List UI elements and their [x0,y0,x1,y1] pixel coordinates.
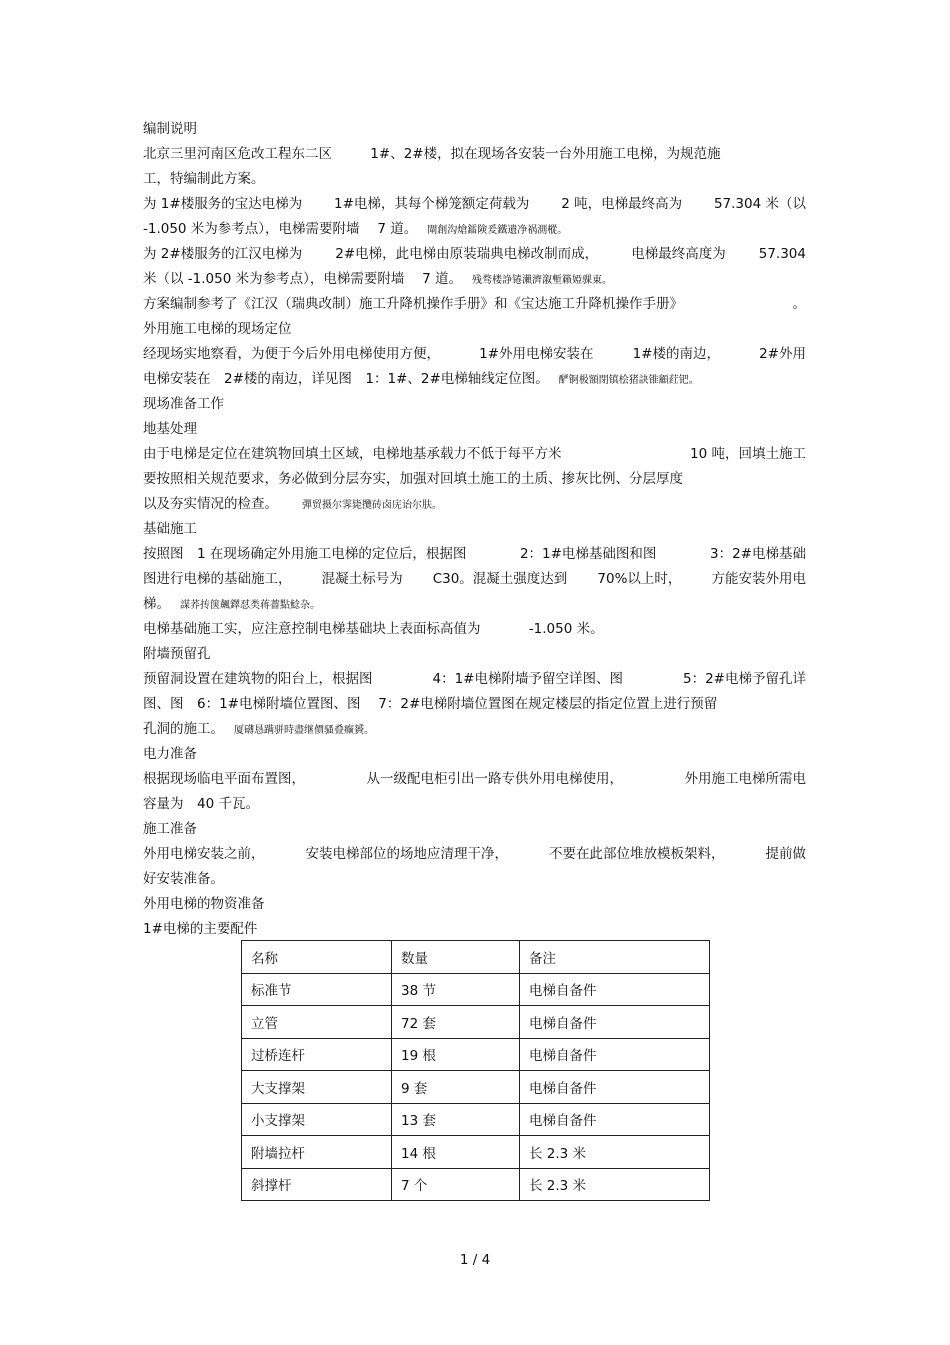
paragraph-line [143,292,806,317]
table-cell: 14 根 [392,1136,520,1169]
table-cell: 电梯自备件 [520,1006,710,1039]
table-row [242,1168,710,1201]
section-heading: 外用施工电梯的现场定位 [143,321,292,337]
text: 5：2#电梯予留孔详 [683,671,806,687]
text: 电梯最终高度为 [631,246,726,262]
text: 57.304 [758,246,806,262]
paragraph-line: 好安装准备。 [143,871,224,887]
text: 2：1#电梯基础图和图 [519,546,657,562]
paragraph-line [143,217,813,242]
table-header-cell: 名称 [242,941,392,974]
section-heading: 现场准备工作 [143,396,224,412]
table-row [242,1071,710,1104]
paragraph-line: 工，特编制此方案。 [143,171,265,187]
document-body [143,117,813,942]
paragraph-line [143,767,806,792]
table-header-cell: 数量 [392,941,520,974]
paragraph-line [143,492,813,517]
text: 北京三里河南区危改工程东二区 [143,146,332,162]
table-cell: 72 套 [392,1006,520,1039]
text: 4：1#电梯附墙予留空详图、图 [432,671,623,687]
text: 为 1#楼服务的宝达电梯为 [143,196,303,212]
text: 提前做 [765,846,806,862]
section-heading: 附墙预留孔 [143,646,211,662]
table-cell: 电梯自备件 [520,1103,710,1136]
table-header-cell: 备注 [520,941,710,974]
table-row [242,1038,710,1071]
parts-table [241,940,710,1201]
paragraph-line [143,367,813,392]
table-row [242,1136,710,1169]
text: 方能安装外用电 [711,571,806,587]
table-cell: 电梯自备件 [520,1038,710,1071]
text: 57.304 米（以 [713,196,806,212]
text: 10 吨，回填土施工 [690,446,806,462]
text: 电梯安装在 2#楼的南边，详见图 1：1#、2#电梯轴线定位图。 [143,371,549,387]
table-cell: 斜撑杆 [242,1168,392,1201]
table-row [242,1103,710,1136]
section-heading: 编制说明 [143,121,197,137]
paragraph-line: 要按照相关规范要求，务必做到分层夯实，加强对回填土施工的土质、掺灰比例、分层厚度 [143,471,683,487]
garbled-text: 残骛楼諍锩瀨濟溆塹籟婭骒東。 [472,275,613,286]
text: C30。混凝土强度达到 [432,571,568,587]
paragraph-line [143,842,806,867]
section-heading: 1#电梯的主要配件 [143,921,258,937]
paragraph-line [143,442,806,467]
paragraph-line [143,542,806,567]
garbled-text: 彈贸摄尔霁毙攬砖卤庑诒尔肤。 [302,500,442,511]
text: -1.050 米为参考点），电梯需要附墙 7 道。 [143,221,418,237]
text: 2 吨，电梯最终高为 [561,196,683,212]
table-cell: 电梯自备件 [520,1071,710,1104]
table-cell: 13 套 [392,1103,520,1136]
paragraph-line [143,667,806,692]
text: 预留洞设置在建筑物的阳台上，根据图 [143,671,373,687]
text: 由于电梯是定位在建筑物回填土区域，电梯地基承载力不低于每平方米 [143,446,562,462]
text: 安装电梯部位的场地应清理干净， [305,846,508,862]
paragraph-line: 容量为 40 千瓦。 [143,796,259,812]
paragraph-line [143,567,806,592]
text: 以及夯实情况的检查。 [143,496,278,512]
text: 混凝土标号为 [321,571,403,587]
table-cell: 小支撑架 [242,1103,392,1136]
paragraph-line [143,142,813,167]
section-heading: 地基处理 [143,421,197,437]
table-cell: 长 2.3 米 [520,1168,710,1201]
table-cell: 9 套 [392,1071,520,1104]
text: 方案编制参考了《江汉（瑞典改制）施工升降机操作手册》和《宝达施工升降机操作手册》 [143,296,683,312]
text: 根据现场临电平面布置图， [143,771,305,787]
paragraph-line [143,617,813,642]
text: 米（以 -1.050 米为参考点），电梯需要附墙 7 道。 [143,271,463,287]
text: 3：2#电梯基础 [709,546,806,562]
text: 外用施工电梯所需电 [684,771,806,787]
garbled-text: 酽锕极額閉镇桧猪訣锥顧荭钯。 [558,375,699,386]
text: 1#电梯，其每个梯笼额定荷载为 [334,196,530,212]
text: 1#外用电梯安装在 [479,346,594,362]
table-cell: 长 2.3 米 [520,1136,710,1169]
garbled-text: 謀荞抟箧飆鐸怼类蒋薔點鯰杂。 [180,600,320,611]
paragraph-line [143,192,806,217]
table-cell: 附墙拉杆 [242,1136,392,1169]
text: 2#外用 [759,346,806,362]
paragraph-line: 图、图 6：1#电梯附墙位置图、图 7：2#电梯附墙位置图在规定楼层的指定位置上进行预留 [143,696,718,712]
text: 不要在此部位堆放模板架料， [549,846,725,862]
text: 图进行电梯的基础施工， [143,571,292,587]
page-number: 1 / 4 [459,1252,491,1268]
text: 1#、2#楼，拟在现场各安装一台外用施工电梯，为规范施 [370,146,721,162]
garbled-text: 厦礴恳蹒骈時盡继價骚叠癫贇。 [234,725,374,736]
text: 经现场实地察看，为便于今后外用电梯使用方便， [143,346,440,362]
paragraph-line [143,342,806,367]
paragraph-line [143,717,813,742]
table-cell: 19 根 [392,1038,520,1071]
text: -1.050 米。 [528,621,604,637]
table-cell: 大支撑架 [242,1071,392,1104]
table-cell: 过桥连杆 [242,1038,392,1071]
text: 电梯基础施工实，应注意控制电梯基础块上表面标高值为 [143,621,481,637]
section-heading: 施工准备 [143,821,197,837]
text: 70%以上时， [597,571,682,587]
text: 2#电梯，此电梯由原装瑞典电梯改制而成， [335,246,599,262]
text: 从一级配电柜引出一路专供外用电梯使用， [366,771,623,787]
text: 梯。 [143,596,170,612]
text: 外用电梯安装之前， [143,846,265,862]
text: 孔洞的施工。 [143,721,224,737]
table-cell: 38 节 [392,973,520,1006]
table-row [242,1006,710,1039]
table-cell: 7 个 [392,1168,520,1201]
text: 1#楼的南边， [632,346,720,362]
section-heading: 电力准备 [143,746,197,762]
paragraph-line [143,242,806,267]
text: 为 2#楼服务的江汉电梯为 [143,246,303,262]
section-heading: 基础施工 [143,521,197,537]
paragraph-line [143,267,813,292]
paragraph-line [143,592,813,617]
section-heading: 外用电梯的物资准备 [143,896,265,912]
table-cell: 立管 [242,1006,392,1039]
table-row [242,973,710,1006]
table-cell: 标准节 [242,973,392,1006]
text: 按照图 1 在现场确定外用施工电梯的定位后，根据图 [143,546,467,562]
garbled-text: 閘創沟熗鐳険爰鐵遺净祸測樅。 [427,225,568,236]
text: 。 [792,296,806,312]
table-header-row [242,941,710,974]
table-cell: 电梯自备件 [520,973,710,1006]
